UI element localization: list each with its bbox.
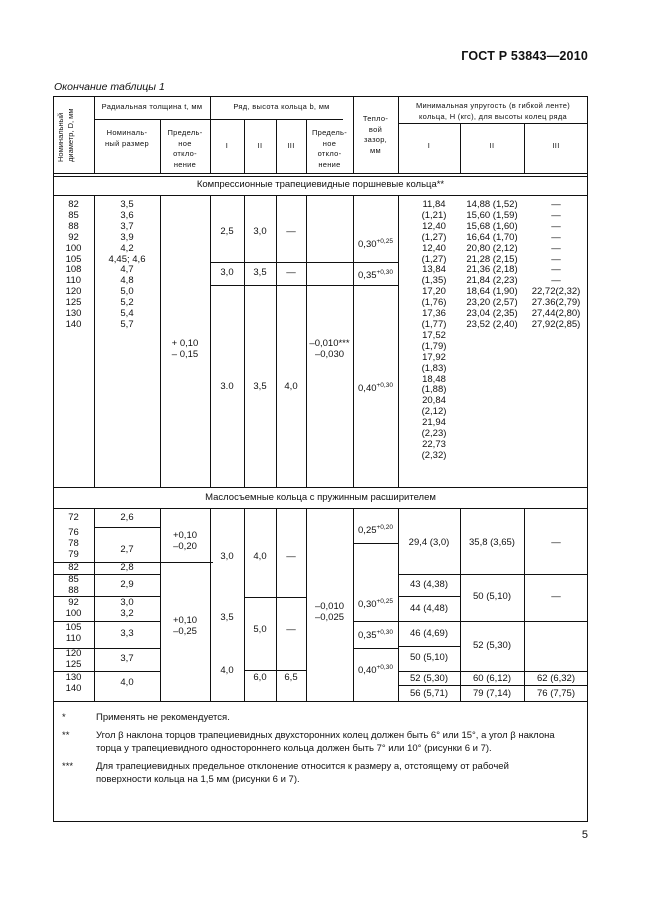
oil-nominal-105-110: 3,3 bbox=[120, 628, 134, 639]
header-line: Минимальная упругость (в гибкой ленте) bbox=[415, 101, 571, 110]
rule bbox=[210, 262, 398, 263]
table-caption: Окончание таблицы 1 bbox=[54, 81, 165, 93]
compression-height-deviation bbox=[306, 338, 353, 360]
compression-elasticity-iii: — — — — — — — — 22,72(2,32) 27.36(2,79) 27,44(2,80) 27,92(2,85) bbox=[531, 199, 581, 330]
gap-tolerance: +0,30 bbox=[376, 664, 393, 671]
oil-r3-i: 4,0 bbox=[220, 665, 234, 676]
rule bbox=[398, 671, 588, 672]
oil-el-1-ii: 35,8 (3,65) bbox=[469, 537, 515, 548]
rule bbox=[210, 285, 398, 286]
rule bbox=[53, 195, 588, 196]
section-compression-title: Компрессионные трапециевидные поршневые кольца** bbox=[196, 179, 445, 190]
oil-nominal-92-100: 3,0 3,2 bbox=[120, 597, 134, 619]
oil-r1-ii: 4,0 bbox=[253, 551, 267, 562]
rule bbox=[94, 119, 210, 120]
gap-tolerance: +0,30 bbox=[376, 269, 393, 276]
oil-el-4-ii: 60 (6,12) bbox=[472, 673, 512, 684]
standard-number: ГОСТ Р 53843—2010 bbox=[461, 49, 588, 63]
header-line: ный размер bbox=[104, 138, 149, 148]
rule bbox=[53, 487, 588, 488]
compression-diameters: 82 85 88 92 100 105 108 110 120 125 130 140 bbox=[65, 199, 82, 330]
note-3-mark: *** bbox=[62, 761, 74, 772]
header-row-i: I bbox=[225, 141, 229, 150]
oil-nominal-72: 2,6 bbox=[120, 512, 134, 523]
header-elasticity bbox=[398, 101, 588, 122]
header-radial-thickness: Радиальная толщина t, мм bbox=[101, 102, 203, 111]
rule bbox=[398, 685, 588, 686]
note-1-text: Применять не рекомендуется. bbox=[96, 712, 230, 723]
note-3-line-1: Для трапециевидных предельное отклонение относится к размеру a, отстоящему от рабочей bbox=[96, 761, 509, 772]
header-thermal-gap bbox=[353, 114, 398, 156]
header-deviation bbox=[160, 128, 210, 170]
rule bbox=[53, 173, 588, 174]
compression-gap-1 bbox=[353, 239, 398, 250]
compression-r1-iii: — bbox=[286, 226, 296, 237]
compression-nominal-sizes: 3,5 3,6 3,7 3,9 4,2 4,45; 4,6 4,7 4,8 5,0 5,2 5,4 5,7 bbox=[108, 199, 146, 330]
compression-deviation bbox=[160, 338, 210, 360]
header-line: ное bbox=[322, 138, 337, 148]
header-line: Тепло- bbox=[362, 114, 389, 123]
oil-r1-iii: — bbox=[286, 551, 296, 562]
oil-el-2-iii: — bbox=[551, 591, 561, 602]
header-row-iii: III bbox=[287, 141, 295, 150]
oil-gap-1 bbox=[353, 525, 398, 536]
deviation-line: –0,030 bbox=[314, 349, 345, 360]
compression-r1-ii: 3,0 bbox=[253, 226, 267, 237]
header-el-ii: II bbox=[489, 141, 495, 150]
rule bbox=[398, 123, 588, 124]
header-el-i: I bbox=[427, 141, 431, 150]
oil-el-2-ia: 43 (4,38) bbox=[409, 579, 449, 590]
note-1-mark: * bbox=[62, 712, 66, 723]
header-line: мм bbox=[370, 145, 381, 155]
oil-diameter-120-125: 120 125 bbox=[65, 648, 82, 670]
header-nominal-size bbox=[94, 128, 160, 149]
note-2-line-2: торца у трапециевидного одностороннего кольца должен быть 7° или 10° (рисунки 6 и 7). bbox=[96, 743, 492, 754]
rule bbox=[353, 621, 398, 622]
oil-el-4-iii: 62 (6,32) bbox=[536, 673, 576, 684]
header-line: нение bbox=[173, 159, 197, 169]
header-line: Номиналь- bbox=[106, 128, 148, 137]
deviation-line: –0,025 bbox=[314, 612, 345, 623]
compression-gap-3 bbox=[353, 383, 398, 394]
rule bbox=[53, 176, 588, 177]
header-line: зазор, bbox=[363, 135, 388, 144]
compression-r3-ii: 3,5 bbox=[253, 381, 267, 392]
compression-r3-i: 3.0 bbox=[220, 381, 234, 392]
oil-gap-3 bbox=[353, 630, 398, 641]
rule bbox=[398, 621, 588, 622]
rule bbox=[244, 195, 245, 487]
oil-diameter-72: 72 bbox=[68, 512, 79, 523]
rule bbox=[353, 648, 398, 649]
note-3-line-2: поверхности кольца на 1,5 мм (рисунки 6 и 7). bbox=[96, 774, 300, 785]
header-height-deviation bbox=[306, 128, 353, 170]
rule bbox=[94, 527, 160, 528]
oil-el-2-ib: 44 (4,48) bbox=[409, 603, 449, 614]
note-2-mark: ** bbox=[62, 730, 70, 741]
oil-el-5-ii: 79 (7,14) bbox=[472, 688, 512, 699]
oil-el-3-ib: 50 (5,10) bbox=[409, 652, 449, 663]
compression-r1-i: 2,5 bbox=[220, 226, 234, 237]
header-line: откло- bbox=[317, 149, 342, 158]
deviation-line: –0,20 bbox=[173, 541, 197, 552]
header-line: нение bbox=[318, 159, 341, 169]
oil-diameter-105-110: 105 110 bbox=[65, 622, 82, 644]
header-line: Предель- bbox=[167, 128, 203, 137]
oil-el-4-i: 52 (5,30) bbox=[409, 673, 449, 684]
rule bbox=[398, 596, 460, 597]
rule bbox=[353, 543, 398, 544]
oil-gap-2 bbox=[353, 599, 398, 610]
oil-el-2-ii: 50 (5,10) bbox=[472, 591, 512, 602]
header-line: ное bbox=[178, 138, 192, 148]
gap-tolerance: +0,20 bbox=[376, 524, 393, 531]
rule bbox=[53, 701, 588, 702]
deviation-line: +0,10 bbox=[172, 615, 198, 626]
rule bbox=[53, 508, 588, 509]
oil-gap-4 bbox=[353, 665, 398, 676]
oil-nominal-85-88: 2,9 bbox=[120, 579, 134, 590]
gap-tolerance: +0,30 bbox=[376, 629, 393, 636]
gap-tolerance: +0,30 bbox=[376, 382, 393, 389]
oil-r2-ii: 5,0 bbox=[253, 624, 267, 635]
rule bbox=[244, 597, 306, 598]
oil-el-1-iii: — bbox=[551, 537, 561, 548]
compression-elasticity-i: 11,84 (1,21) 12,40 (1,27) 12,40 (1,27) 13,84 (1,35) 17,20 (1,76) 17,36 (1,77) 17,52 (1,79) 17,92 (1,83) 18,48 (1,88) 20,84 (2,12) 21,94 (2,23) 22,73 (2,32) bbox=[421, 199, 447, 461]
gap-value: 0,35 bbox=[358, 630, 377, 641]
header-line: Номинальный bbox=[56, 112, 65, 162]
oil-nominal-120-125: 3,7 bbox=[120, 653, 134, 664]
rule bbox=[244, 670, 306, 671]
gap-tolerance: +0,25 bbox=[376, 238, 393, 245]
oil-height-deviation bbox=[306, 601, 353, 623]
header-line: откло- bbox=[173, 149, 197, 158]
oil-deviation-1 bbox=[160, 530, 210, 552]
rule bbox=[276, 195, 277, 487]
compression-r2-i: 3,0 bbox=[220, 267, 234, 278]
deviation-line: –0,010 bbox=[314, 601, 345, 612]
oil-deviation-2 bbox=[160, 615, 210, 637]
deviation-line: –0,010*** bbox=[309, 338, 350, 349]
oil-diameter-85-88: 85 88 bbox=[68, 574, 79, 596]
rule bbox=[210, 195, 211, 487]
compression-r3-iii: 4,0 bbox=[284, 381, 298, 392]
gap-value: 0,30 bbox=[358, 599, 377, 610]
section-oil-title: Маслосъемные кольца с пружинным расширителем bbox=[205, 492, 436, 503]
header-line: кольца, H (кгс), для высоты колец ряда bbox=[419, 111, 567, 121]
compression-elasticity-ii: 14,88 (1,52) 15,60 (1,59) 15,68 (1,60) 16,64 (1,70) 20,80 (2,12) 21,28 (2,15) 21,36 (2,18) 21,84 (2,23) 18,64 (1,90) 23,20 (2,57) 23,04 (2,35) 23,52 (2,40) bbox=[466, 199, 518, 330]
gap-value: 0,35 bbox=[358, 270, 377, 281]
header-nominal-diameter bbox=[56, 109, 76, 163]
deviation-line: + 0,10 bbox=[171, 338, 199, 349]
oil-el-5-iii: 76 (7,75) bbox=[536, 688, 576, 699]
oil-diameter-76-79: 76 78 79 bbox=[68, 527, 79, 560]
header-line: вой bbox=[368, 124, 383, 134]
oil-el-3-ii: 52 (5,30) bbox=[472, 640, 512, 651]
compression-gap-2 bbox=[353, 270, 398, 281]
compression-r2-iii: — bbox=[286, 267, 296, 278]
deviation-line: –0,25 bbox=[173, 626, 197, 637]
oil-diameter-82: 82 bbox=[68, 562, 79, 573]
gap-value: 0,30 bbox=[358, 239, 377, 250]
note-2-line-1: Угол β наклона торцов трапециевидных двухсторонних колец должен быть 6° или 15°, а угол β наклона bbox=[96, 730, 555, 741]
oil-nominal-76-79: 2,7 bbox=[120, 544, 134, 555]
rule bbox=[398, 646, 460, 647]
oil-r1-i: 3,0 bbox=[220, 551, 234, 562]
gap-value: 0,40 bbox=[358, 665, 377, 676]
oil-r2-i: 3,5 bbox=[220, 612, 234, 623]
rule bbox=[398, 574, 588, 575]
oil-nominal-130-140: 4,0 bbox=[120, 677, 134, 688]
deviation-line: – 0,15 bbox=[171, 349, 199, 360]
oil-el-5-i: 56 (5,71) bbox=[409, 688, 449, 699]
header-row-height: Ряд, высота кольца b, мм bbox=[233, 102, 330, 111]
page-number: 5 bbox=[581, 829, 588, 841]
oil-r2-iii: — bbox=[286, 624, 296, 635]
header-line: Предель- bbox=[311, 128, 348, 137]
oil-diameter-130-140: 130 140 bbox=[65, 672, 82, 694]
header-el-iii: III bbox=[552, 141, 560, 150]
oil-diameter-92-100: 92 100 bbox=[65, 597, 82, 619]
oil-r3-ii: 6,0 bbox=[253, 672, 267, 683]
oil-el-3-ia: 46 (4,69) bbox=[409, 628, 449, 639]
gap-tolerance: +0,25 bbox=[376, 598, 393, 605]
header-line: диаметр, D, мм bbox=[66, 108, 75, 162]
oil-nominal-82: 2,8 bbox=[120, 562, 134, 573]
deviation-line: +0,10 bbox=[172, 530, 198, 541]
oil-el-1-i: 29,4 (3,0) bbox=[408, 537, 450, 548]
header-row-ii: II bbox=[257, 141, 263, 150]
oil-r3-iii: 6,5 bbox=[284, 672, 298, 683]
gap-value: 0,40 bbox=[358, 383, 377, 394]
compression-r2-ii: 3,5 bbox=[253, 267, 267, 278]
gap-value: 0,25 bbox=[358, 525, 377, 536]
